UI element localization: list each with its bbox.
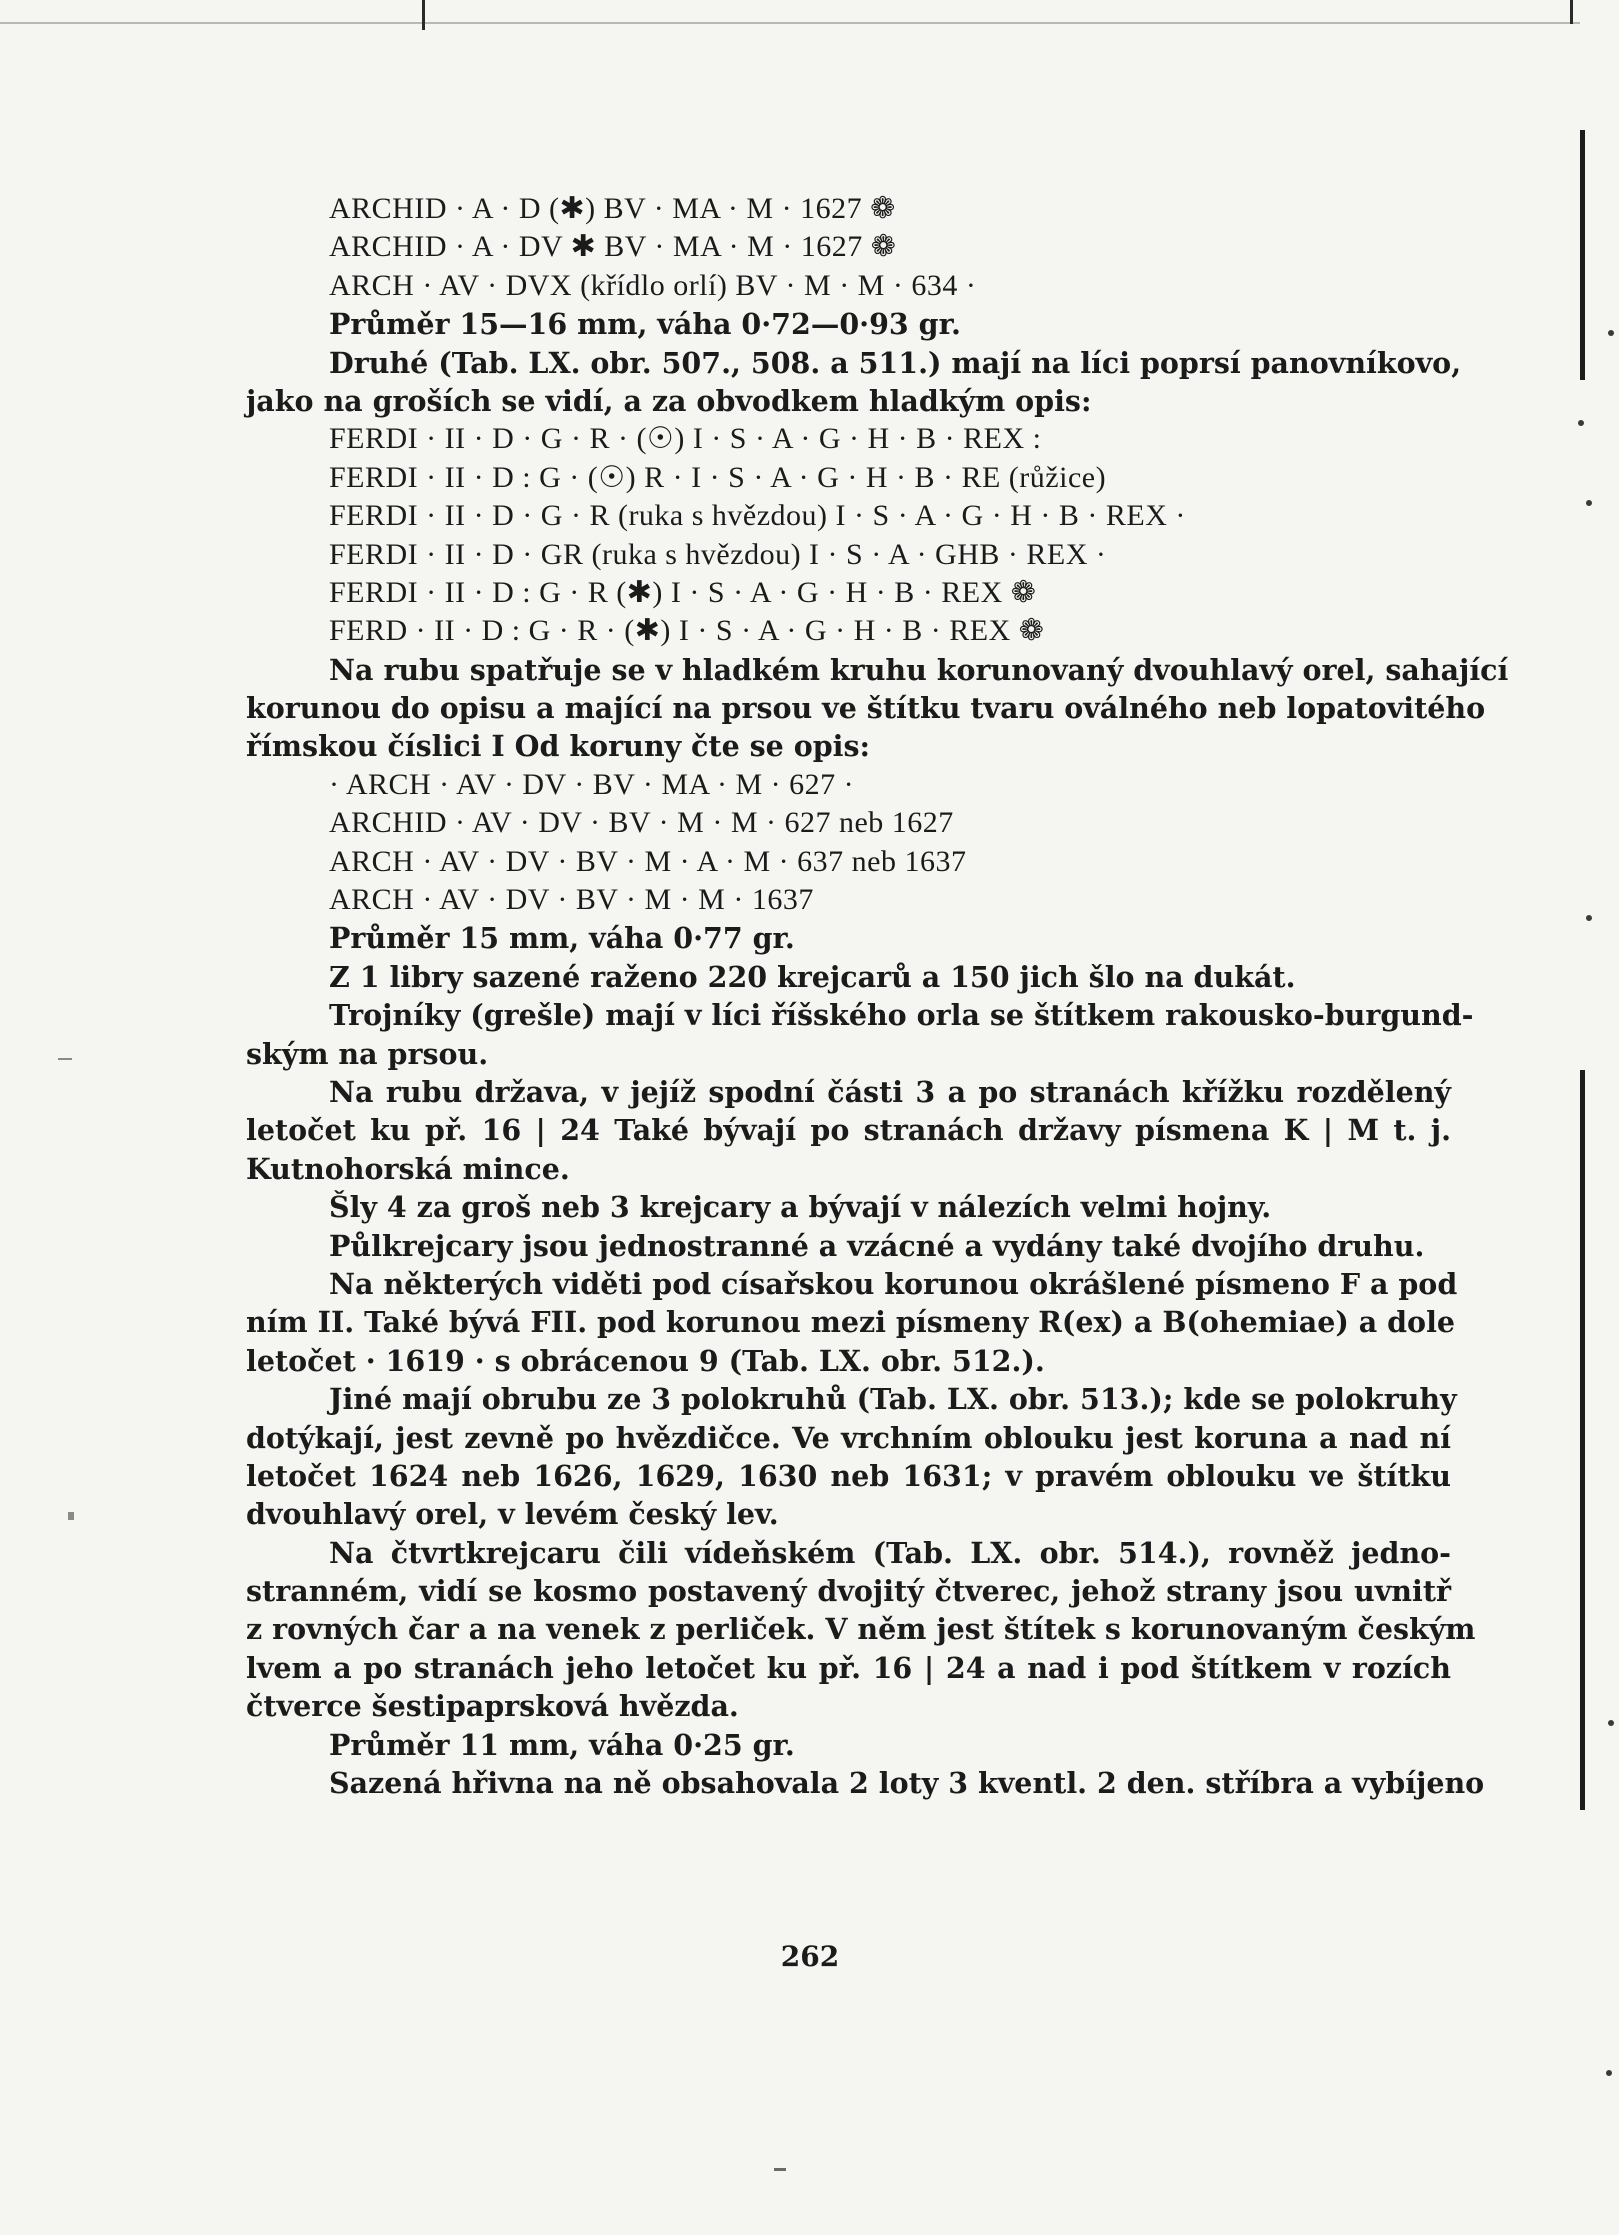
paragraph-line: ním II. Také bývá FII. pod korunou mezi písmeny R(ex) a B(ohemiae) a dole [246,1305,1456,1340]
edge-dot [1606,2070,1612,2076]
text-line: čtverce šestipaprsková hvězda. [246,1689,739,1724]
paragraph-line: dotýkají, jest zevně po hvězdičce. Ve vrchním oblouku jest koruna a nad ní [246,1420,1451,1455]
legend-line: ARCHID · A · DV ✱ BV · MA · M · 1627 ❁ [329,230,897,264]
paragraph-line: Na rubu država, v jejíž spodní části 3 a po stranách křížku rozdělený [329,1074,1451,1109]
text-line: dvouhlavý orel, v levém český lev. [246,1497,779,1532]
legend-line: FERDI · II · D · GR (ruka s hvězdou) I · S · A · GHB · REX · [329,537,1107,571]
top-tick [422,0,425,30]
right-edge-bar [1580,130,1585,380]
paragraph-line: letočet ku př. 16 | 24 Také bývají po stranách državy písmena K | M t. j. [246,1113,1451,1148]
legend-line: ARCH · AV · DV · BV · M · A · M · 637 neb 1637 [329,844,967,878]
paragraph-line: Jiné mají obrubu ze 3 polokruhů (Tab. LX. obr. 513.); kde se polokruhy [329,1382,1457,1417]
top-rule [0,22,1580,24]
paragraph-line: Sazená hřivna na ně obsahovala 2 loty 3 kventl. 2 den. stříbra a vybíjeno [329,1766,1485,1801]
legend-line: FERDI · II · D : G · R (✱) I · S · A · G · H · B · REX ❁ [329,575,1037,609]
text-line: Šly 4 za groš neb 3 krejcary a bývají v nálezích velmi hojny. [329,1190,1272,1225]
paragraph-line: Na rubu spatřuje se v hladkém kruhu korunovaný dvouhlavý orel, sahající [329,652,1509,687]
paragraph-line: lvem a po stranách jeho letočet ku př. 16 | 24 a nad i pod štítkem v rozích [246,1650,1451,1685]
paragraph-line: Trojníky (grešle) mají v líci říšského orla se štítkem rakousko-burgund- [329,998,1474,1033]
text-line: římskou číslici I Od koruny čte se opis: [246,729,871,764]
paragraph-line: z rovných čar a na venek z perliček. V něm jest štítek s korunovaným českým [246,1612,1476,1647]
edge-dot [1578,420,1584,426]
text-line: ským na prsou. [246,1036,489,1071]
legend-line: FERDI · II · D · G · R · (☉) I · S · A · G · H · B · REX : [329,422,1042,456]
legend-line: FERD · II · D : G · R · (✱) I · S · A · G · H · B · REX ❁ [329,614,1045,648]
edge-dot [1608,330,1614,336]
legend-line: ARCH · AV · DVX (křídlo orlí) BV · M · M · 634 · [329,268,977,302]
legend-line: FERDI · II · D · G · R (ruka s hvězdou) I · S · A · G · H · B · REX · [329,499,1186,533]
text-line: Průměr 15 mm, váha 0·77 gr. [329,921,795,956]
text-line: letočet · 1619 · s obrácenou 9 (Tab. LX. obr. 512.). [246,1343,1045,1378]
paragraph-line: letočet 1624 neb 1626, 1629, 1630 neb 1631; v pravém oblouku ve štítku [246,1458,1451,1493]
edge-dot [1586,500,1592,506]
paragraph-line: stranném, vidí se kosmo postavený dvojitý čtverec, jehož strany jsou uvnitř [246,1574,1451,1609]
text-line: Z 1 libry sazené raženo 220 krejcarů a 150 jich šlo na dukát. [329,959,1296,994]
legend-line: ARCH · AV · DV · BV · M · M · 1637 [329,883,814,917]
legend-line: FERDI · II · D : G · (☉) R · I · S · A · G · H · B · RE (růžice) [329,460,1107,494]
margin-mark [58,1058,72,1060]
text-body [246,190,1509,1802]
edge-dot [1608,1720,1614,1726]
legend-line: · ARCH · AV · DV · BV · MA · M · 627 · [329,767,855,801]
paragraph-line: Druhé (Tab. LX. obr. 507., 508. a 511.) mají na líci poprsí panovníkovo, [329,345,1462,380]
text-line: Kutnohorská mince. [246,1151,570,1186]
page-number: 262 [780,1940,840,1973]
legend-line: ARCHID · AV · DV · BV · M · M · 627 neb 1627 [329,806,954,840]
edge-dot [1586,915,1592,921]
text-line: jako na groších se vidí, a za obvodkem hladkým opis: [246,383,1092,418]
paragraph-line: korunou do opisu a mající na prsou ve štítku tvaru oválného neb lopatovitého [246,691,1486,726]
top-tick [1570,0,1573,24]
bottom-mark [774,2168,786,2171]
paragraph-line: Na některých viděti pod císařskou korunou okrášlené písmeno F a pod [329,1266,1458,1301]
right-edge-bar [1580,1070,1585,1810]
text-line: Půlkrejcary jsou jednostranné a vzácné a vydány také dvojího druhu. [329,1228,1425,1263]
text-line: Průměr 11 mm, váha 0·25 gr. [329,1727,795,1762]
text-line: Průměr 15—16 mm, váha 0·72—0·93 gr. [329,307,961,342]
legend-line: ARCHID · A · D (✱) BV · MA · M · 1627 ❁ [329,192,896,225]
margin-mark [68,1512,74,1520]
paragraph-line: Na čtvrtkrejcaru čili vídeňském (Tab. LX. obr. 514.), rovněž jedno- [329,1535,1451,1570]
